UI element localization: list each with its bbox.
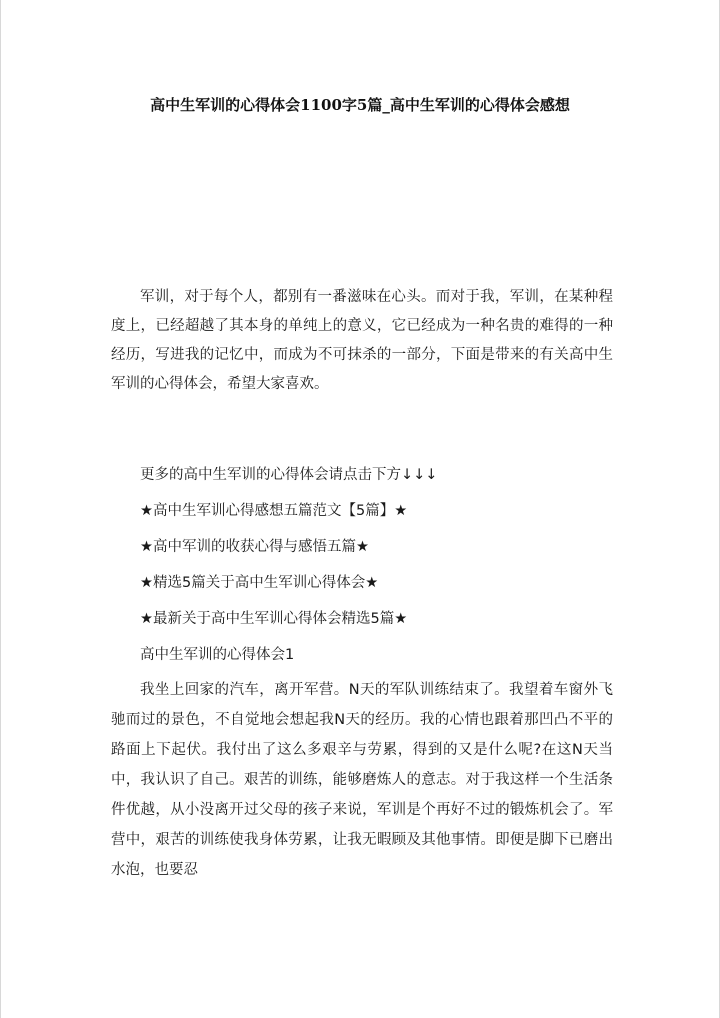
section-heading: 高中生军训的心得体会1 (140, 647, 295, 663)
paragraph-spacer (111, 399, 613, 457)
more-prompt: 更多的高中生军训的心得体会请点击下方↓↓↓ (140, 467, 438, 483)
related-link-1[interactable] (111, 493, 613, 529)
intro-paragraph: 军训，对于每个人，都别有一番滋味在心头。而对于我，军训，在某种程度上，已经超越了其本身的单纯上的意义，它已经成为一种名贵的难得的一种经历，写进我的记忆中，而成为不可抹杀的一部分，下面是带来的有关高中生军训的心得体会，希望大家喜欢。 (111, 289, 613, 392)
related-link-3[interactable] (111, 565, 613, 601)
related-link-2[interactable] (111, 529, 613, 565)
document-content (111, 283, 613, 885)
related-link-1-text[interactable]: ★高中生军训心得感想五篇范文【5篇】★ (140, 503, 408, 519)
related-link-4-text[interactable]: ★最新关于高中生军训心得体会精选5篇★ (140, 611, 408, 627)
document-title: 高中生军训的心得体会1100字5篇_高中生军训的心得体会感想 (150, 96, 570, 114)
related-link-4[interactable] (111, 601, 613, 637)
related-link-3-text[interactable]: ★精选5篇关于高中生军训心得体会★ (140, 575, 379, 591)
section-body-paragraph: 我坐上回家的汽车，离开军营。N天的军队训练结束了。我望着车窗外飞驰而过的景色，不自觉地会想起我N天的经历。我的心情也跟着那凹凸不平的路面上下起伏。我付出了这么多艰辛与劳累，得到的又是什么呢?在这N天当中，我认识了自己。艰苦的训练，能够磨炼人的意志。对于我这样一个生活条件优越，从小没离开过父母的孩子来说，军训是个再好不过的锻炼机会了。军营中，艰苦的训练使我身体劳累，让我无暇顾及其他事情。即便是脚下已磨出水泡，也要忍 (111, 682, 613, 878)
related-link-2-text[interactable]: ★高中军训的收获心得与感悟五篇★ (140, 539, 369, 555)
